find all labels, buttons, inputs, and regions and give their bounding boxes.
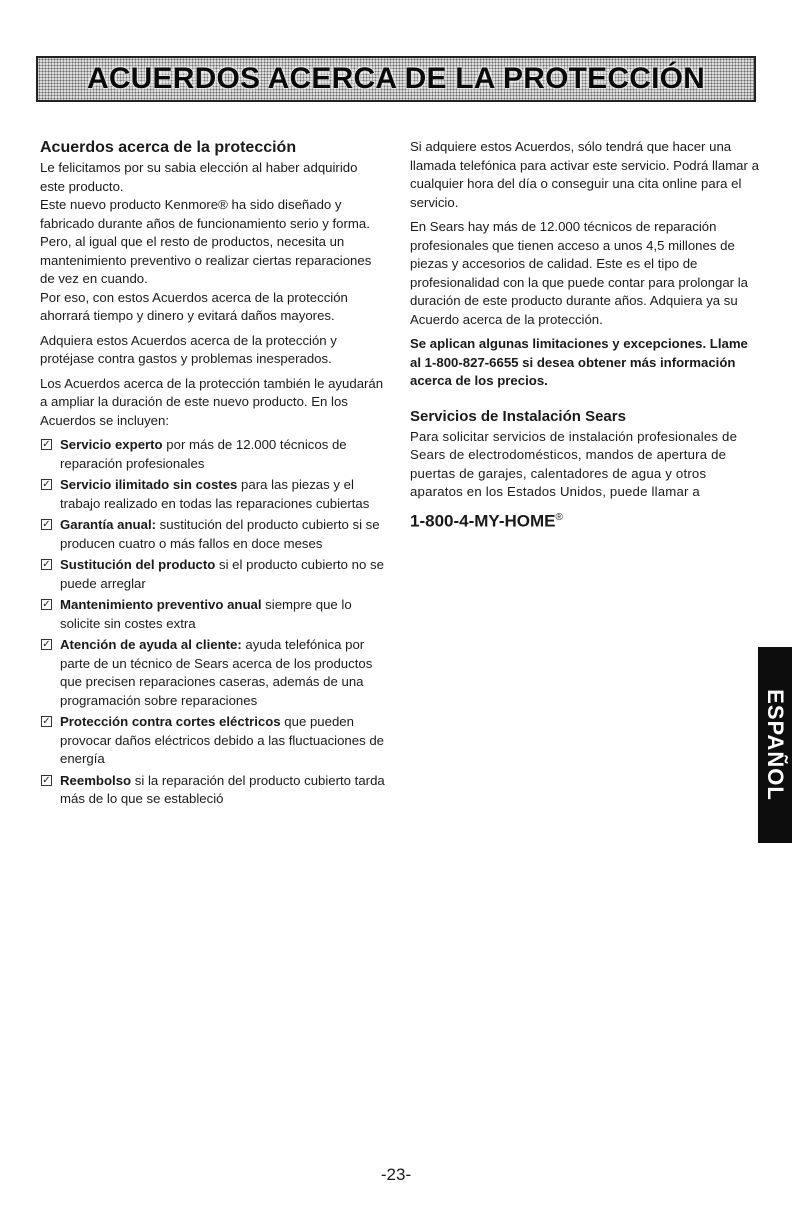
item-bold: Garantía anual: <box>60 517 157 532</box>
registered-mark: ® <box>555 511 563 523</box>
benefits-list <box>40 436 385 809</box>
item-text: ayuda telefónica por parte de un técnico de Sears acerca de los productos que precisen reparaciones caseras, además de una programación sobre reparaciones <box>60 637 373 708</box>
right-column <box>410 138 760 531</box>
banner-title: ACUERDOS ACERCA DE LA PROTECCIÓN <box>86 62 706 95</box>
item-bold: Servicio ilimitado sin costes <box>60 477 238 492</box>
limitations-notice: Se aplican algunas limitaciones y excepciones. Llame al 1-800-827-6655 si desea obtener más información acerca de los precios. <box>410 336 748 388</box>
intro-paragraph-4: Adquiera estos Acuerdos acerca de la protección y protéjase contra gastos y problemas inesperados. <box>40 332 337 366</box>
item-bold: Atención de ayuda al cliente: <box>60 637 242 652</box>
list-item <box>40 713 385 769</box>
intro-paragraph-2: Este nuevo producto Kenmore® ha sido diseñado y fabricado durante años de funcionamiento serio y forma. Pero, al igual que el resto de productos, necesita un mantenimiento preventivo o realizar ciertas reparaciones de vez en cuando. <box>40 197 372 286</box>
checkbox-icon: ✓ <box>42 774 51 786</box>
list-item <box>40 772 385 809</box>
checkbox-icon: ✓ <box>42 716 51 727</box>
activation-paragraph: Si adquiere estos Acuerdos, sólo tendrá que hacer una llamada telefónica para activar este servicio. Podrá llamar a cualquier hora del día o conseguir una cita online para el servicio. <box>410 139 759 210</box>
item-bold: Sustitución del producto <box>60 557 216 572</box>
technicians-paragraph: En Sears hay más de 12.000 técnicos de reparación profesionales que tienen acceso a unos 4,5 millones de piezas y accesorios de calidad. Este es el tipo de profesionalidad con la que puede contar para prolongar la duración de este producto durante años. Adquiera ya su Acuerdo acerca de la protección. <box>410 219 748 327</box>
section-heading: Acuerdos acerca de la protección <box>40 139 297 156</box>
services-body: Para solicitar servicios de instalación profesionales de Sears de electrodomésticos, mandos de apertura de puertas de garajes, calentadores de agua y otros aparatos en los Estados Unidos, puede llamar a <box>410 428 738 499</box>
left-column <box>40 138 385 812</box>
language-side-tab <box>758 647 792 843</box>
list-item <box>40 636 385 710</box>
list-item <box>40 436 385 473</box>
checkbox-icon: ✓ <box>42 519 51 530</box>
item-text: para las piezas y el trabajo realizado en todas las reparaciones cubiertas <box>60 477 370 511</box>
list-item <box>40 516 385 553</box>
page-number: -23- <box>380 1165 412 1184</box>
intro-paragraph-5: Los Acuerdos acerca de la protección también le ayudarán a ampliar la duración de este nuevo producto. En los Acuerdos se incluyen: <box>40 375 384 428</box>
item-text: si la reparación del producto cubierto tarda más de lo que se estableció <box>60 772 385 806</box>
checkbox-icon: ✓ <box>42 439 51 450</box>
checkbox-icon: ✓ <box>42 479 51 490</box>
item-bold: Reembolso <box>60 772 132 788</box>
services-heading: Servicios de Instalación Sears <box>410 407 626 425</box>
intro-paragraph-1: Le felicitamos por su sabia elección al haber adquirido este producto. <box>40 160 358 194</box>
intro-paragraph-3: Por eso, con estos Acuerdos acerca de la protección ahorrará tiempo y dinero y evitará daños mayores. <box>40 289 348 323</box>
phone-number <box>410 508 760 532</box>
language-label: ESPAÑOL <box>763 689 788 801</box>
item-text: sustitución del producto cubierto si se producen cuatro o más fallos en doce meses <box>60 517 380 551</box>
list-item <box>40 476 385 513</box>
item-text: si el producto cubierto no se puede arreglar <box>60 557 384 591</box>
item-bold: Mantenimiento preventivo anual <box>60 597 262 612</box>
item-text: por más de 12.000 técnicos de reparación profesionales <box>60 437 347 471</box>
checkbox-icon: ✓ <box>42 639 51 650</box>
list-item <box>40 596 385 633</box>
item-bold: Servicio experto <box>60 437 163 452</box>
item-text: que pueden provocar daños eléctricos debido a las fluctuaciones de energía <box>60 714 385 766</box>
list-item <box>40 556 385 593</box>
phone-text: 1-800-4-MY-HOME <box>410 511 556 531</box>
checkbox-icon: ✓ <box>42 559 51 570</box>
checkbox-icon: ✓ <box>42 599 51 610</box>
title-banner <box>36 56 756 102</box>
item-bold: Protección contra cortes eléctricos <box>60 714 281 729</box>
item-text: siempre que lo solicite sin costes extra <box>60 597 352 631</box>
